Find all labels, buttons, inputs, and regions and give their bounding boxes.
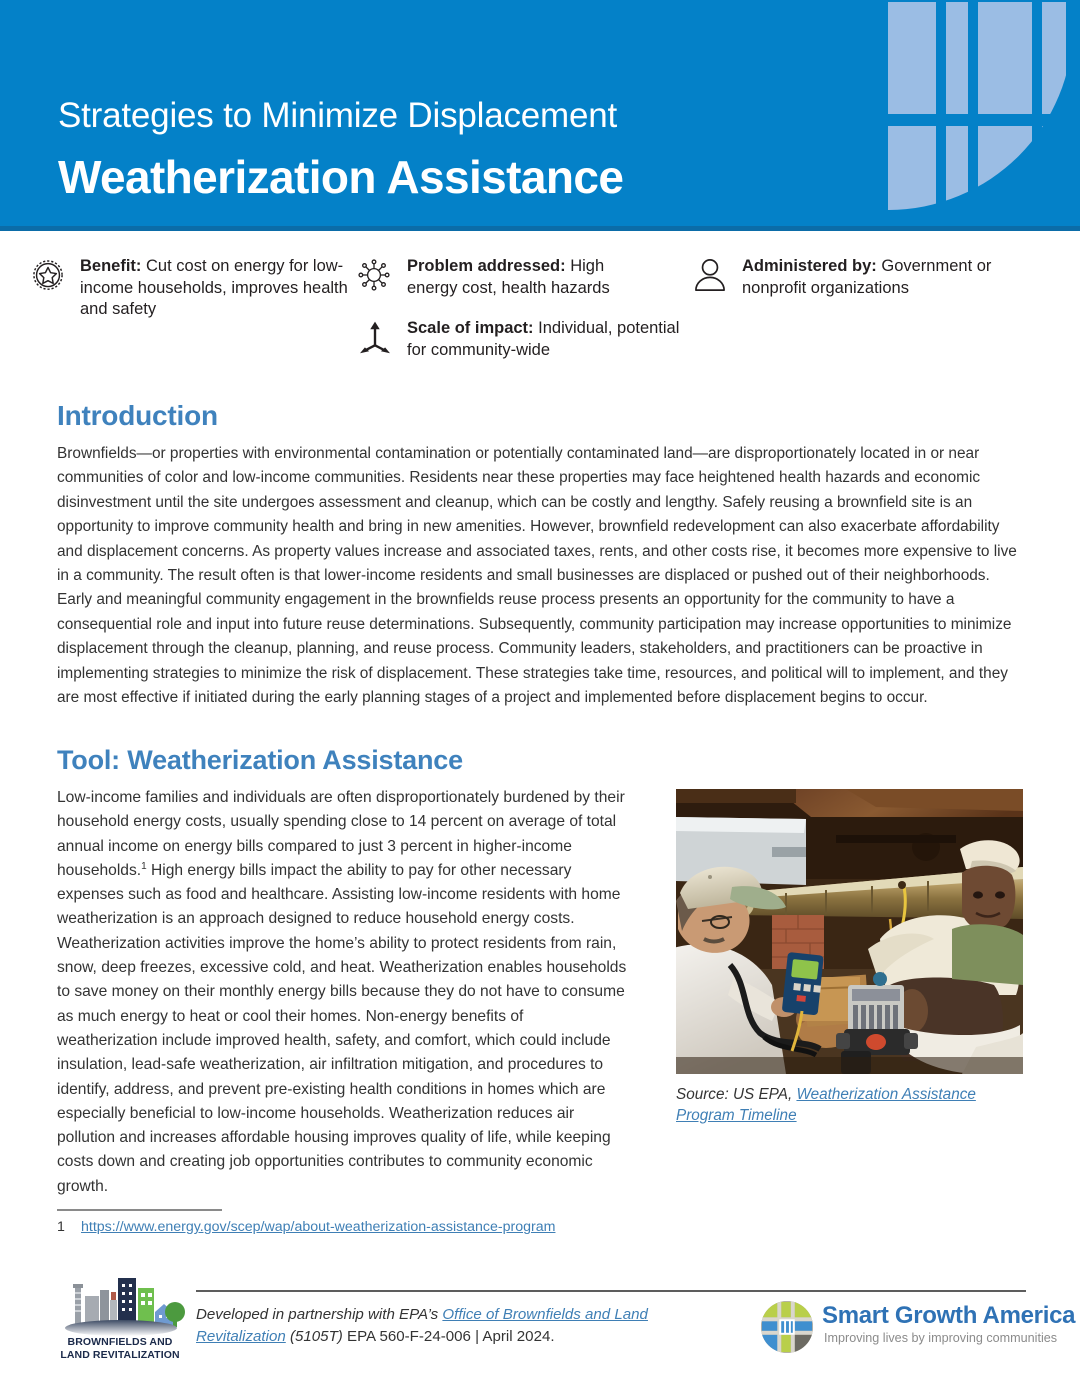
epa-logo-line1: BROWNFIELDS AND [67, 1336, 173, 1348]
header-kicker: Strategies to Minimize Displacement [58, 96, 618, 135]
footer-text-suffix: (5105T) [285, 1328, 348, 1345]
fact-benefit-text [80, 256, 350, 321]
header-bottom-rule [0, 226, 1080, 231]
footnote-link[interactable]: https://www.energy.gov/scep/wap/about-weatherization-assistance-program [81, 1219, 556, 1235]
brownfields-grid-graphic [770, 0, 1080, 226]
sga-logo-tagline: Improving lives by improving communities [824, 1331, 1058, 1345]
hazard-molecule-icon [355, 256, 399, 300]
fact-scale-of-impact [355, 318, 687, 362]
footer-office-link[interactable]: Office of Brownfields and Land Revitalization [196, 1306, 648, 1345]
fact-benefit-label: Benefit: [80, 257, 142, 275]
photo-caption-prefix: Source: US EPA, [676, 1086, 797, 1103]
fact-bar [0, 240, 1080, 380]
fact-admin-label: Administered by: [742, 257, 877, 275]
fact-admin-text [742, 256, 1032, 299]
sga-logo-name: Smart Growth America [822, 1302, 1076, 1329]
photo-caption-link[interactable]: Weatherization Assistance Program Timeline [676, 1086, 976, 1124]
footer-text-prefix: Developed in partnership with EPA’s [196, 1306, 443, 1323]
fact-scale-value: Individual, potential for community-wide [407, 319, 680, 359]
footnote-rule [57, 1209, 222, 1211]
fact-problem-label: Problem addressed: [407, 257, 566, 275]
tool-body-part1: Low-income families and individuals are often disproportionately burdened by their household energy costs, usually spending close to 14 percent on average of total annual income on energy bills compared to just 3 percent in higher-income households. [57, 789, 625, 879]
footer-rule [196, 1290, 1026, 1292]
page-title: Weatherization Assistance [58, 151, 624, 203]
tool-body [57, 786, 627, 1199]
star-badge-icon [28, 256, 72, 300]
fact-problem-text [407, 256, 647, 299]
page-header [0, 0, 1080, 226]
brownfields-land-revitalization-logo [55, 1274, 185, 1374]
footnote-marker: 1 [141, 860, 147, 872]
epa-logo-line2: LAND REVITALIZATION [60, 1349, 180, 1361]
weatherization-photo [676, 789, 1023, 1074]
footnote-number: 1 [57, 1219, 65, 1235]
fact-benefit [28, 256, 350, 321]
introduction-body: Brownfields—or properties with environmental contamination or potentially contaminated land—are disproportionately located in or near communities of color and low-income communities. Residents near these properties may face heightened health hazards and economic disinvestment until the site undergoes assessment and cleanup, which can be costly and lengthy. Safely reusing a brownfield site is an opportunity to improve community health and bring in new amenities. However, brownfield redevelopment can also exacerbate affordability and displacement concerns. As property values increase and associated taxes, rents, and other costs rise, it becomes more expensive to live in a community. The result often is that lower-income residents and small businesses are displaced or pushed out of their neighborhoods. Early and meaningful community engagement in the brownfields reuse process presents an opportunity for the community to have a consequential role and input into future reuse determinations. Subsequently, community participation may increase opportunities to minimize displacement through the cleanup, planning, and reuse process. Community leaders, stakeholders, and practitioners can be proactive in implementing strategies to minimize the risk of displacement. These strategies take time, resources, and political will to implement, and they are most effective if initiated during the early planning stages of a project and implemented before displacement begins to occur. [57, 445, 1017, 707]
photo-caption [676, 1084, 1026, 1126]
footnote [57, 1219, 757, 1235]
footer-credit-text [196, 1304, 656, 1348]
person-icon [690, 256, 734, 300]
page-footer [0, 1268, 1080, 1386]
footer-doc-id: EPA 560-F-24-006 | April 2024. [347, 1328, 555, 1345]
smart-growth-america-logo [760, 1300, 1076, 1356]
tool-heading: Tool: Weatherization Assistance [57, 745, 463, 775]
fact-problem-addressed [355, 256, 647, 300]
introduction-heading: Introduction [57, 400, 218, 431]
fact-problem-value: High energy cost, health hazards [407, 257, 610, 297]
tool-body-part2: High energy bills impact the ability to pay for other necessary expenses such as food and healthcare. Assisting low-income residents with home weatherization is an approach designed to reduce household energy costs. Weatherization activities improve the home’s ability to protect residents from rain, snow, deep freezes, excessive cold, and heat. Weatherization enables households to save money on their monthly energy bills because they do not have to consume as much energy to heat or cool their homes. Non-energy benefits of weatherization include improved health, safety, and comfort, which could include insulation, lead-safe weatherization, air infiltration mitigation, and procedures to identify, address, and prevent pre-existing health conditions in homes which are especially beneficial to low-income households. Weatherization reduces air pollution and increases affordable housing improves quality of life, while keeping costs down and creating job opportunities contributes to community economic growth. [57, 861, 627, 1195]
fact-scale-text [407, 318, 687, 361]
fact-benefit-value: Cut cost on energy for low-income households, improves health and safety [80, 257, 348, 318]
fact-admin-value: Government or nonprofit organizations [742, 257, 992, 297]
scale-arrows-icon [355, 318, 399, 362]
fact-administered-by [690, 256, 1032, 300]
fact-scale-label: Scale of impact: [407, 319, 534, 337]
epa-logo-text [55, 1336, 185, 1362]
